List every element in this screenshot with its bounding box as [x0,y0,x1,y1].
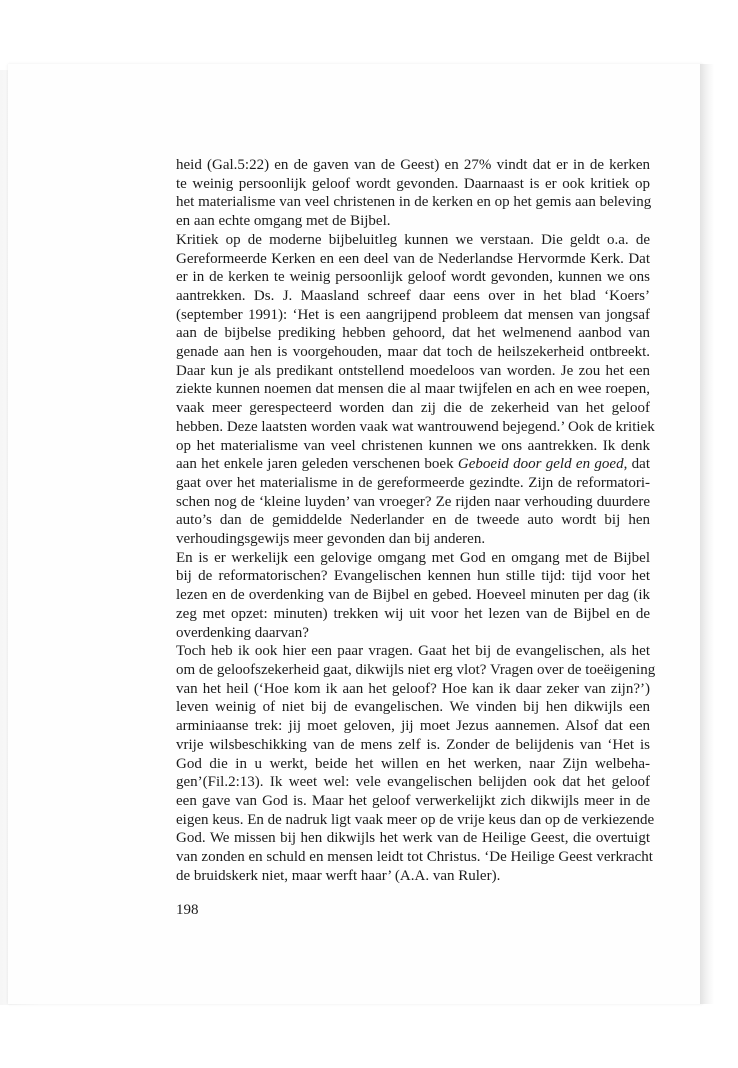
text-line: en aan echte omgang met de Bijbel. [176,213,391,230]
text-line: auto’s dan de gemiddelde Nederlander en de tweede auto wordt bij hen [176,512,650,529]
text-line: er in de kerken te weinig persoonlijk geloof wordt gevonden, kunnen we ons [176,269,650,286]
text-line: om de geloofszekerheid gaat, dikwijls niet erg vlot? Vragen over de toeëigening [176,661,656,678]
text-line: op het materialisme van veel christenen kunnen we ons aantrekken. Ik denk [176,437,650,454]
text-line: aantrekken. Ds. J. Maasland schreef daar eens over in het blad ‘Koers’ [176,287,650,304]
text-line: bij de reformatorischen? Evangelischen kennen hun stille tijd: tijd voor het [176,568,650,585]
text-line: heid (Gal.5:22) en de gaven van de Geest) en 27% vindt dat er in de kerken [176,157,650,173]
text-line: gaat over het materialisme in de gereformeerde gezindte. Zijn de reformatori- [176,474,650,491]
text-line: van zonden en schuld en mensen leidt tot Christus. ‘De Heilige Geest verkracht [176,849,653,866]
text-line: arminiaanse trek: jij moet geloven, jij moet Jezus aannemen. Alsof dat een [176,718,650,735]
text-line: ziekte kunnen noemen dat mensen die al maar twijfelen en ach en wee roepen, [176,381,650,398]
text-line: het materialisme van veel christenen in de kerken en op het gemis aan beleving [176,194,652,211]
text-line: God die in u werkt, beide het willen en het werken, naar Zijn welbeha- [176,755,650,772]
spine-shadow [700,64,714,1004]
text-line: leven weinig of niet bij de evangelischen. We vinden bij hen dikwijls een [176,699,650,716]
text-line: genade aan hen is voorgehouden, maar dat toch de heilszekerheid ontbreekt. [176,344,650,361]
text-line: vaak meer gerespecteerd worden dan zij die de zekerheid van het geloof [176,400,650,417]
text-line: zeg met opzet: minuten) trekken wij uit voor het lezen van de Bijbel en de [176,605,650,622]
text-line: een gave van God is. Maar het geloof verwerkelijkt zich dikwijls meer in de [176,792,650,809]
text-line: verhoudingsgewijs meer gevonden dan bij anderen. [176,531,486,548]
text-line: de bruidskerk niet, maar werft haar’ (A.A. van Ruler). [176,867,501,884]
text-line: lezen en de overdenking van de Bijbel en gebed. Hoeveel minuten per dag (ik [176,587,650,604]
text-line: hebben. Deze laatsten worden vaak wat wantrouwend bejegend.’ Ook de kritiek [176,418,655,435]
text-line: overdenking daarvan? [176,624,309,641]
body-text [176,156,656,885]
text-line: Toch heb ik ook hier een paar vragen. Gaat het bij de evangelischen, als het [176,643,650,660]
text-line: schen nog de ‘kleine luyden’ van vroeger? Ze rijden naar verhouding duurdere [176,493,650,510]
text-line: En is er werkelijk een gelovige omgang met God en omgang met de Bijbel [176,549,650,566]
text-line: te weinig persoonlijk geloof wordt gevonden. Daarnaast is er ook kritiek op [176,175,650,192]
text-line: vrije wilsbeschikking van de mens zelf is. Zonder de belijdenis van ‘Het is [176,736,650,753]
text-line: van het heil (‘Hoe kom ik aan het geloof? Hoe kan ik daar zeker van zijn?’) [176,680,650,697]
text-line: aan de bijbelse prediking hebben gehoord, dat het welmenend aanbod van [176,325,650,342]
page-number: 198 [176,902,199,918]
book-title: Geboeid door geld en goed [457,456,624,473]
text-line: Gereformeerde Kerken en een deel van de Nederlandse Hervormde Kerk. Dat [176,250,650,267]
text-line: Kritiek op de moderne bijbeluitleg kunnen we verstaan. Die geldt o.a. de [176,231,650,248]
text-line: Daar kun je als predikant ontstellend moedeloos van worden. Je zou het een [176,362,650,379]
text-line: gen’(Fil.2:13). Ik weet wel: vele evangelischen belijden ook dat het geloof [176,774,650,791]
text-line: eigen keus. En de nadruk ligt vaak meer op de vrije keus dan op de verkiezende [176,811,655,828]
text-line: God. We missen bij hen dikwijls het werk van de Heilige Geest, die overtuigt [176,830,650,847]
text-line: (september 1991): ‘Het is een aangrijpend probleem dat mensen van jongsaf [176,306,650,323]
text-line: aan het enkele jaren geleden verschenen boek Geboeid door geld en goed, dat [176,456,651,473]
